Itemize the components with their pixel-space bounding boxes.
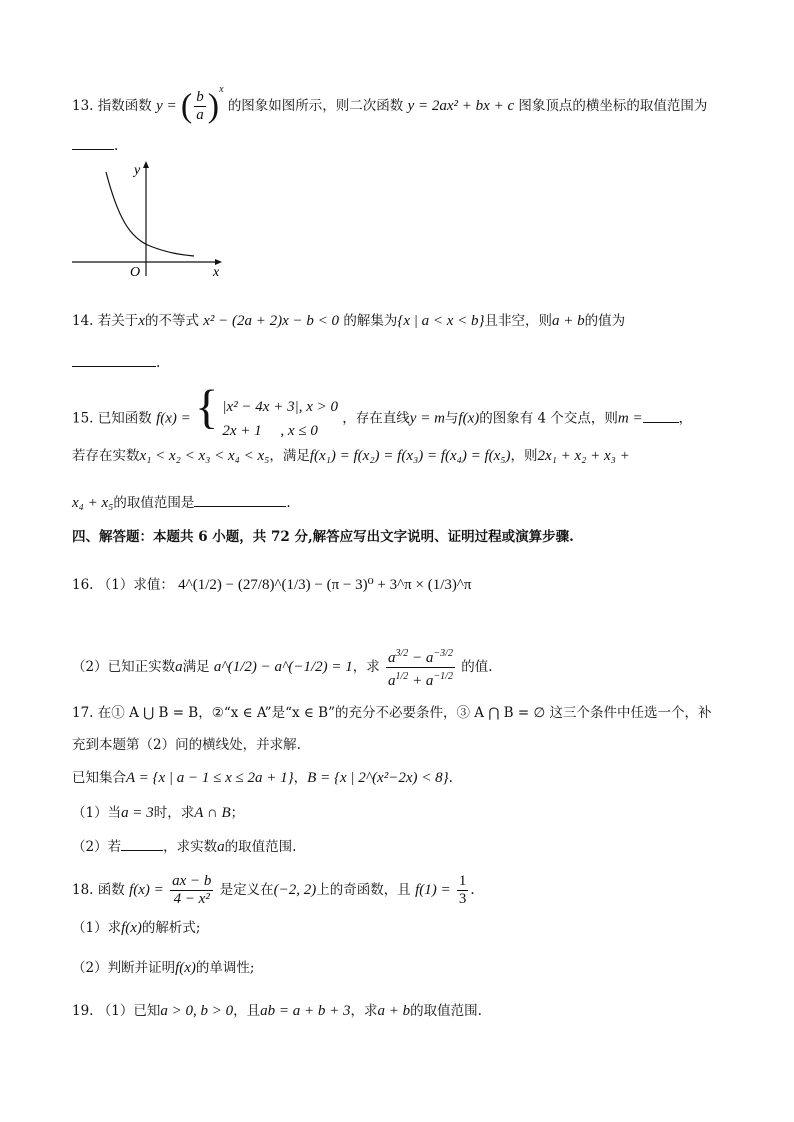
q17-line3: 已知集合A = {x | a − 1 ≤ x ≤ 2a + 1}，B = {x | 2^(x²−2x) < 8}. <box>72 770 453 786</box>
q19-line1: 19. （1）已知a > 0, b > 0，且ab = a + b + 3，求a + b的取值范围. <box>72 1003 482 1019</box>
q14-line2: . <box>72 352 160 373</box>
q15-line3: x₄ + x₅的取值范围是 . <box>72 492 291 513</box>
exp-curve <box>106 172 194 256</box>
answer-blank[interactable] <box>194 492 286 507</box>
y-label: y <box>134 163 141 178</box>
q17-line4: （1）当a = 3时，求A ∩ B； <box>72 805 245 821</box>
q16-frac: $\frac{a^{3/2} - a^{-3/2}}{a^{1/2} + a^{-1/2}}$ <box>386 645 455 690</box>
q18-line3: （2）判断并证明f(x)的单调性; <box>72 960 255 976</box>
answer-blank[interactable] <box>643 408 679 423</box>
q14-line1: 14. 若关于x的不等式 x² − (2a + 2)x − b < 0 的解集为{x | a < x < b}且非空，则a + b的值为 <box>72 313 626 329</box>
q15-line1: 15. 已知函数 f(x) = { |x² − 4x + 3|, x > 0 2x + 1 , x ≤ 0 ，存在直线y = m与f(x)的图象有 4 个交点，则m = ， <box>72 380 693 439</box>
q18-line2: （1）求f(x)的解析式; <box>72 920 201 936</box>
q17-line5: （2）若 ，求实数a的取值范围. <box>72 836 296 857</box>
q18-value-frac: $\frac{1}{3}$ <box>458 873 467 907</box>
q17-line1: 17. 在① A ⋃ B = B，②“x ∈ A”是“x ∈ B”的充分不必要条件，③ A ⋂ B = ∅ 这三个条件中任选一个，补 <box>72 705 712 721</box>
q15-line2: 若存在实数x₁ < x₂ < x₃ < x₄ < x₅，满足f(x₁) = f(x₂) = f(x₃) = f(x₄) = f(x₅)，则2x₁ + x₂ + x₃ + <box>72 448 630 464</box>
answer-blank[interactable] <box>121 836 163 851</box>
q16-line2: （2）已知正实数a满足 a^(1/2) − a^(−1/2) = 1，求 $\frac{a^{3/2} - a^{-3/2}}{a^{1/2} + a^{-1/2}}$ 的值. <box>72 645 493 690</box>
q16-line1: 16. （1）求值： 4^(1/2) − (27/8)^(1/3) − (π − 3)⁰ + 3^π × (1/3)^π <box>72 577 472 593</box>
q18-line1: 18. 函数 f(x) = $\frac{ax - b}{\text{4 − x²}}$ 是定义在(−2, 2)上的奇函数，且 f(1) = $\frac{1}{3}$ . <box>72 873 475 907</box>
q13-frac: $\frac{b}{a}$ <box>196 89 204 123</box>
section-heading: 四、解答题：本题共 6 小题，共 72 分,解答应写出文字说明、证明过程或演算步骤. <box>72 529 574 545</box>
exponential-graph <box>70 158 240 278</box>
q18-frac: $\frac{ax - b}{\text{4 − x²}}$ <box>172 873 212 907</box>
answer-blank[interactable] <box>72 352 156 367</box>
x-label: x <box>213 265 220 278</box>
answer-blank[interactable] <box>72 135 114 150</box>
y-axis-arrow <box>143 161 149 168</box>
q13-line2: . <box>72 135 118 156</box>
q13-line1: 13. 指数函数 y = ( $\frac{b}{a}$ )$^x$ 的图象如图所示，则二次函数 y = 2ax² + bx + c 图象顶点的横坐标的取值范围为 <box>72 84 708 125</box>
q17-line2: 充到本题第（2）问的横线处，并求解. <box>72 737 301 753</box>
origin-label: O <box>130 265 141 278</box>
